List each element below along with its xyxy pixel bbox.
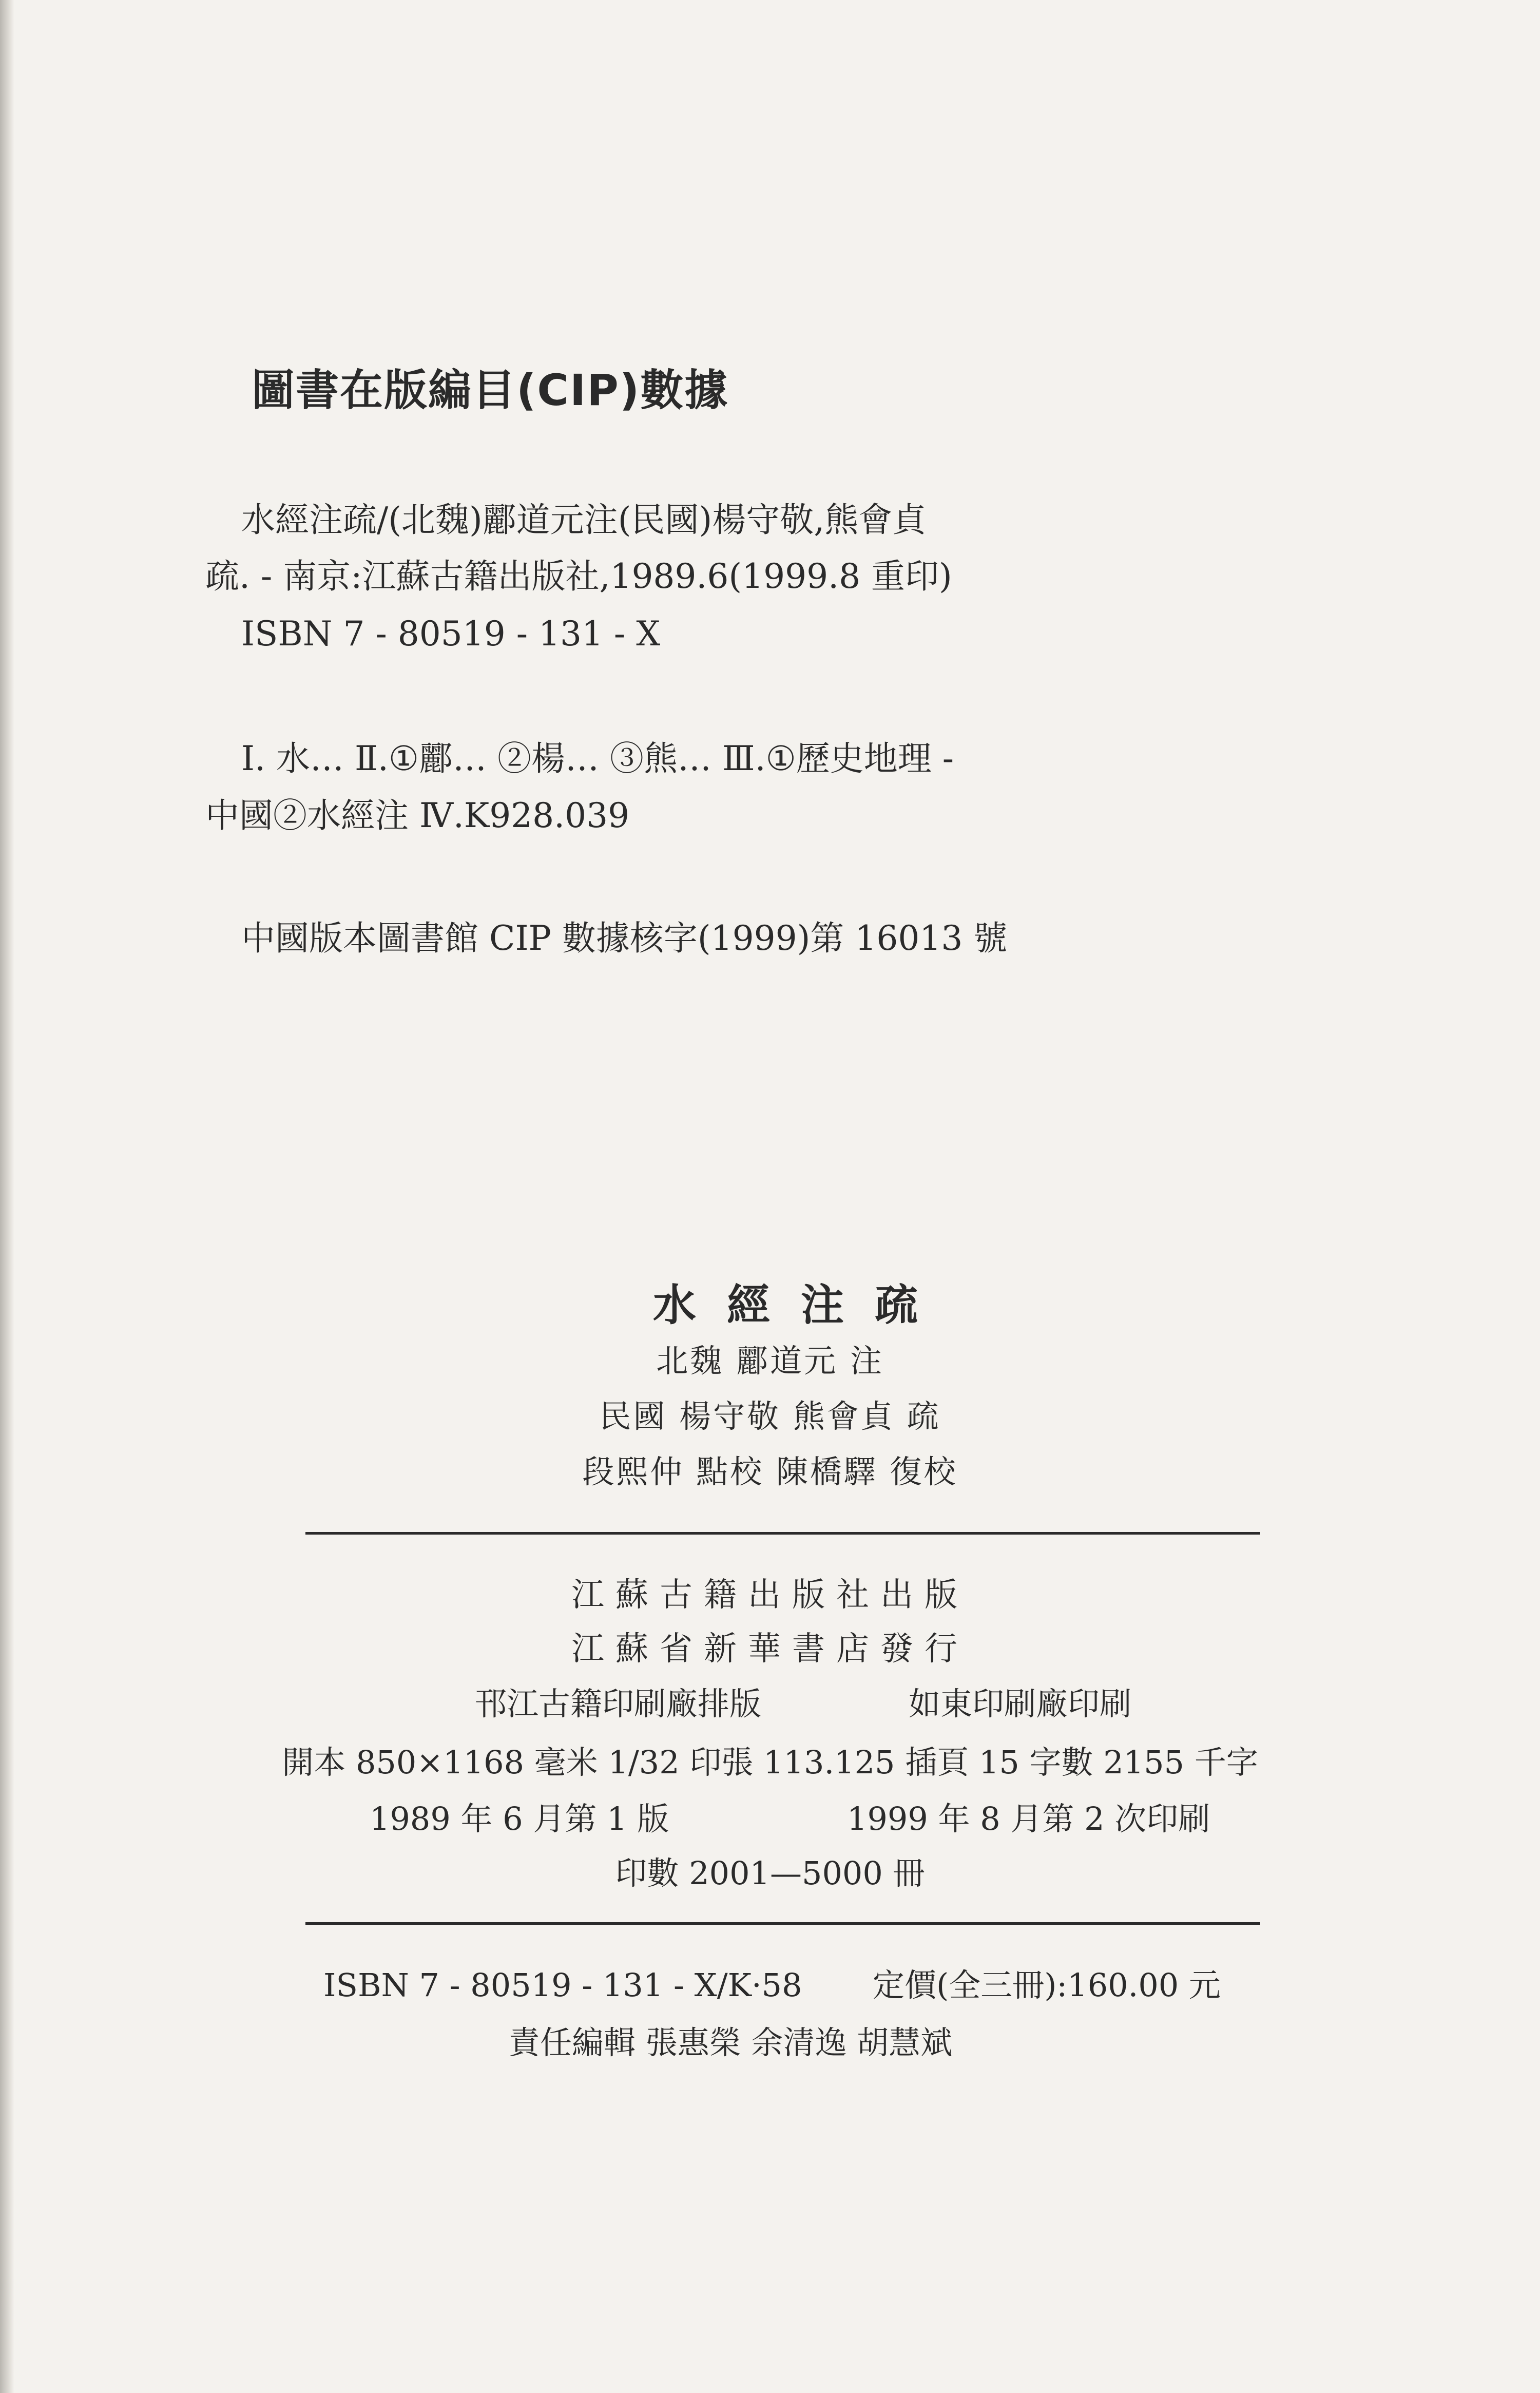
cip-heading: 圖書在版編目(CIP)數據 bbox=[252, 365, 729, 415]
editors-line: 責任編輯 張惠榮 余清逸 胡慧斌 bbox=[508, 2024, 953, 2061]
cip-line: 水經注疏/(北魏)酈道元注(民國)楊守敬,熊會貞 bbox=[241, 500, 927, 540]
book-title: 水經注疏 bbox=[652, 1280, 949, 1330]
credit-line: 段熙仲 點校 陳橋驛 復校 bbox=[582, 1453, 958, 1490]
cip-subjects: 中國②水經注 Ⅳ.K928.039 bbox=[205, 796, 630, 835]
divider-rule bbox=[305, 1922, 1260, 1925]
cip-line: 疏. - 南京:江蘇古籍出版社,1989.6(1999.8 重印) bbox=[205, 557, 952, 596]
cip-subjects: Ⅰ. 水… Ⅱ.①酈… ②楊… ③熊… Ⅲ.①歷史地理 - bbox=[241, 739, 954, 778]
print-run: 印數 2001—5000 冊 bbox=[615, 1854, 925, 1892]
printing-line: 1999 年 8 月第 2 次印刷 bbox=[847, 1800, 1210, 1837]
cip-record-number: 中國版本圖書館 CIP 數據核字(1999)第 16013 號 bbox=[241, 918, 1008, 958]
printer-line: 如東印刷廠印刷 bbox=[909, 1685, 1132, 1722]
isbn-line: ISBN 7 - 80519 - 131 - X/K·58 bbox=[323, 1966, 802, 2004]
format-specs: 開本 850×1168 毫米 1/32 印張 113.125 插頁 15 字數 2155 千字 bbox=[282, 1744, 1258, 1781]
distributor-line: 江蘇省新華書店發行 bbox=[571, 1630, 969, 1668]
publisher-line: 江蘇古籍出版社出版 bbox=[571, 1576, 969, 1614]
credit-line: 北魏 酈道元 注 bbox=[656, 1342, 884, 1380]
edition-line: 1989 年 6 月第 1 版 bbox=[370, 1800, 669, 1837]
price-line: 定價(全三冊):160.00 元 bbox=[873, 1966, 1221, 2004]
divider-rule bbox=[305, 1532, 1260, 1535]
binding-edge bbox=[0, 0, 14, 2393]
typesetter-line: 邗江古籍印刷廠排版 bbox=[475, 1685, 762, 1722]
credit-line: 民國 楊守敬 熊會貞 疏 bbox=[599, 1397, 941, 1435]
cip-isbn: ISBN 7 - 80519 - 131 - X bbox=[241, 614, 661, 654]
